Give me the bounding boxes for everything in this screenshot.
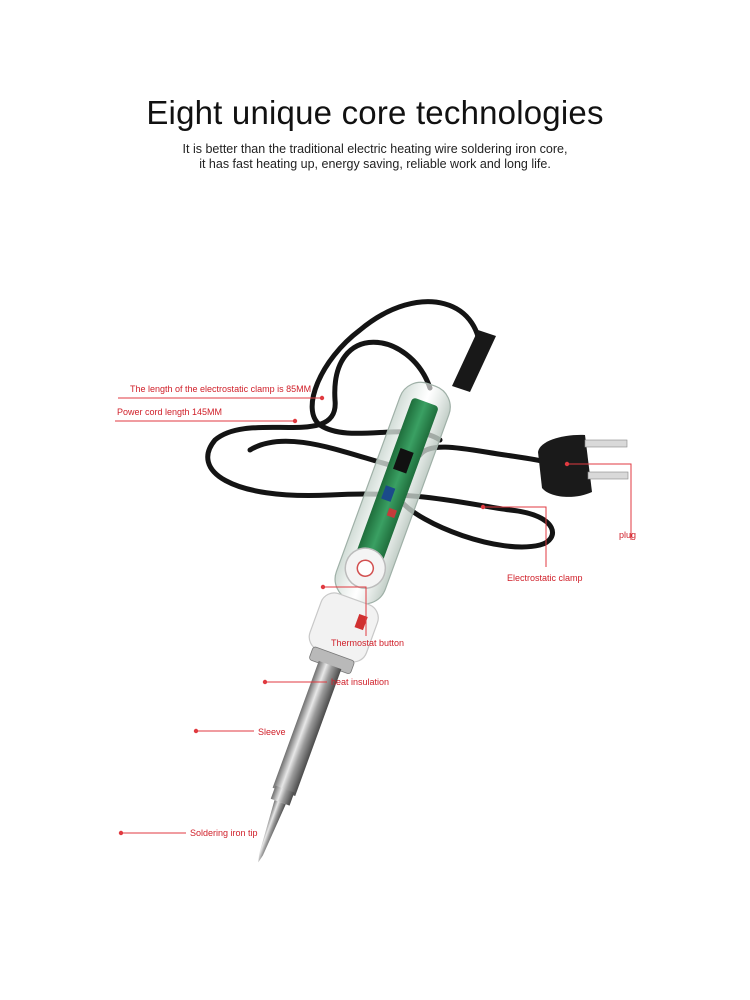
- page-title: Eight unique core technologies: [146, 94, 604, 131]
- subtitle-line-2: it has fast heating up, energy saving, reliable work and long life.: [199, 157, 551, 171]
- callout-heat-insulation: heat insulation: [331, 677, 390, 687]
- subtitle-line-1: It is better than the traditional electric heating wire soldering iron core,: [182, 142, 568, 156]
- callout-tip: Soldering iron tip: [190, 828, 258, 838]
- strain-relief: [452, 330, 496, 392]
- callout-cord-length: Power cord length 145MM: [117, 407, 223, 417]
- callout-thermostat: Thermostat button: [331, 638, 405, 648]
- callout-plug: plug: [619, 530, 637, 540]
- callout-sleeve: Sleeve: [258, 727, 286, 737]
- callout-electrostatic-clamp: Electrostatic clamp: [507, 573, 583, 583]
- callout-clamp-length: The length of the electrostatic clamp is 85MM: [130, 384, 312, 394]
- plug: [538, 435, 628, 497]
- tip: [253, 800, 286, 864]
